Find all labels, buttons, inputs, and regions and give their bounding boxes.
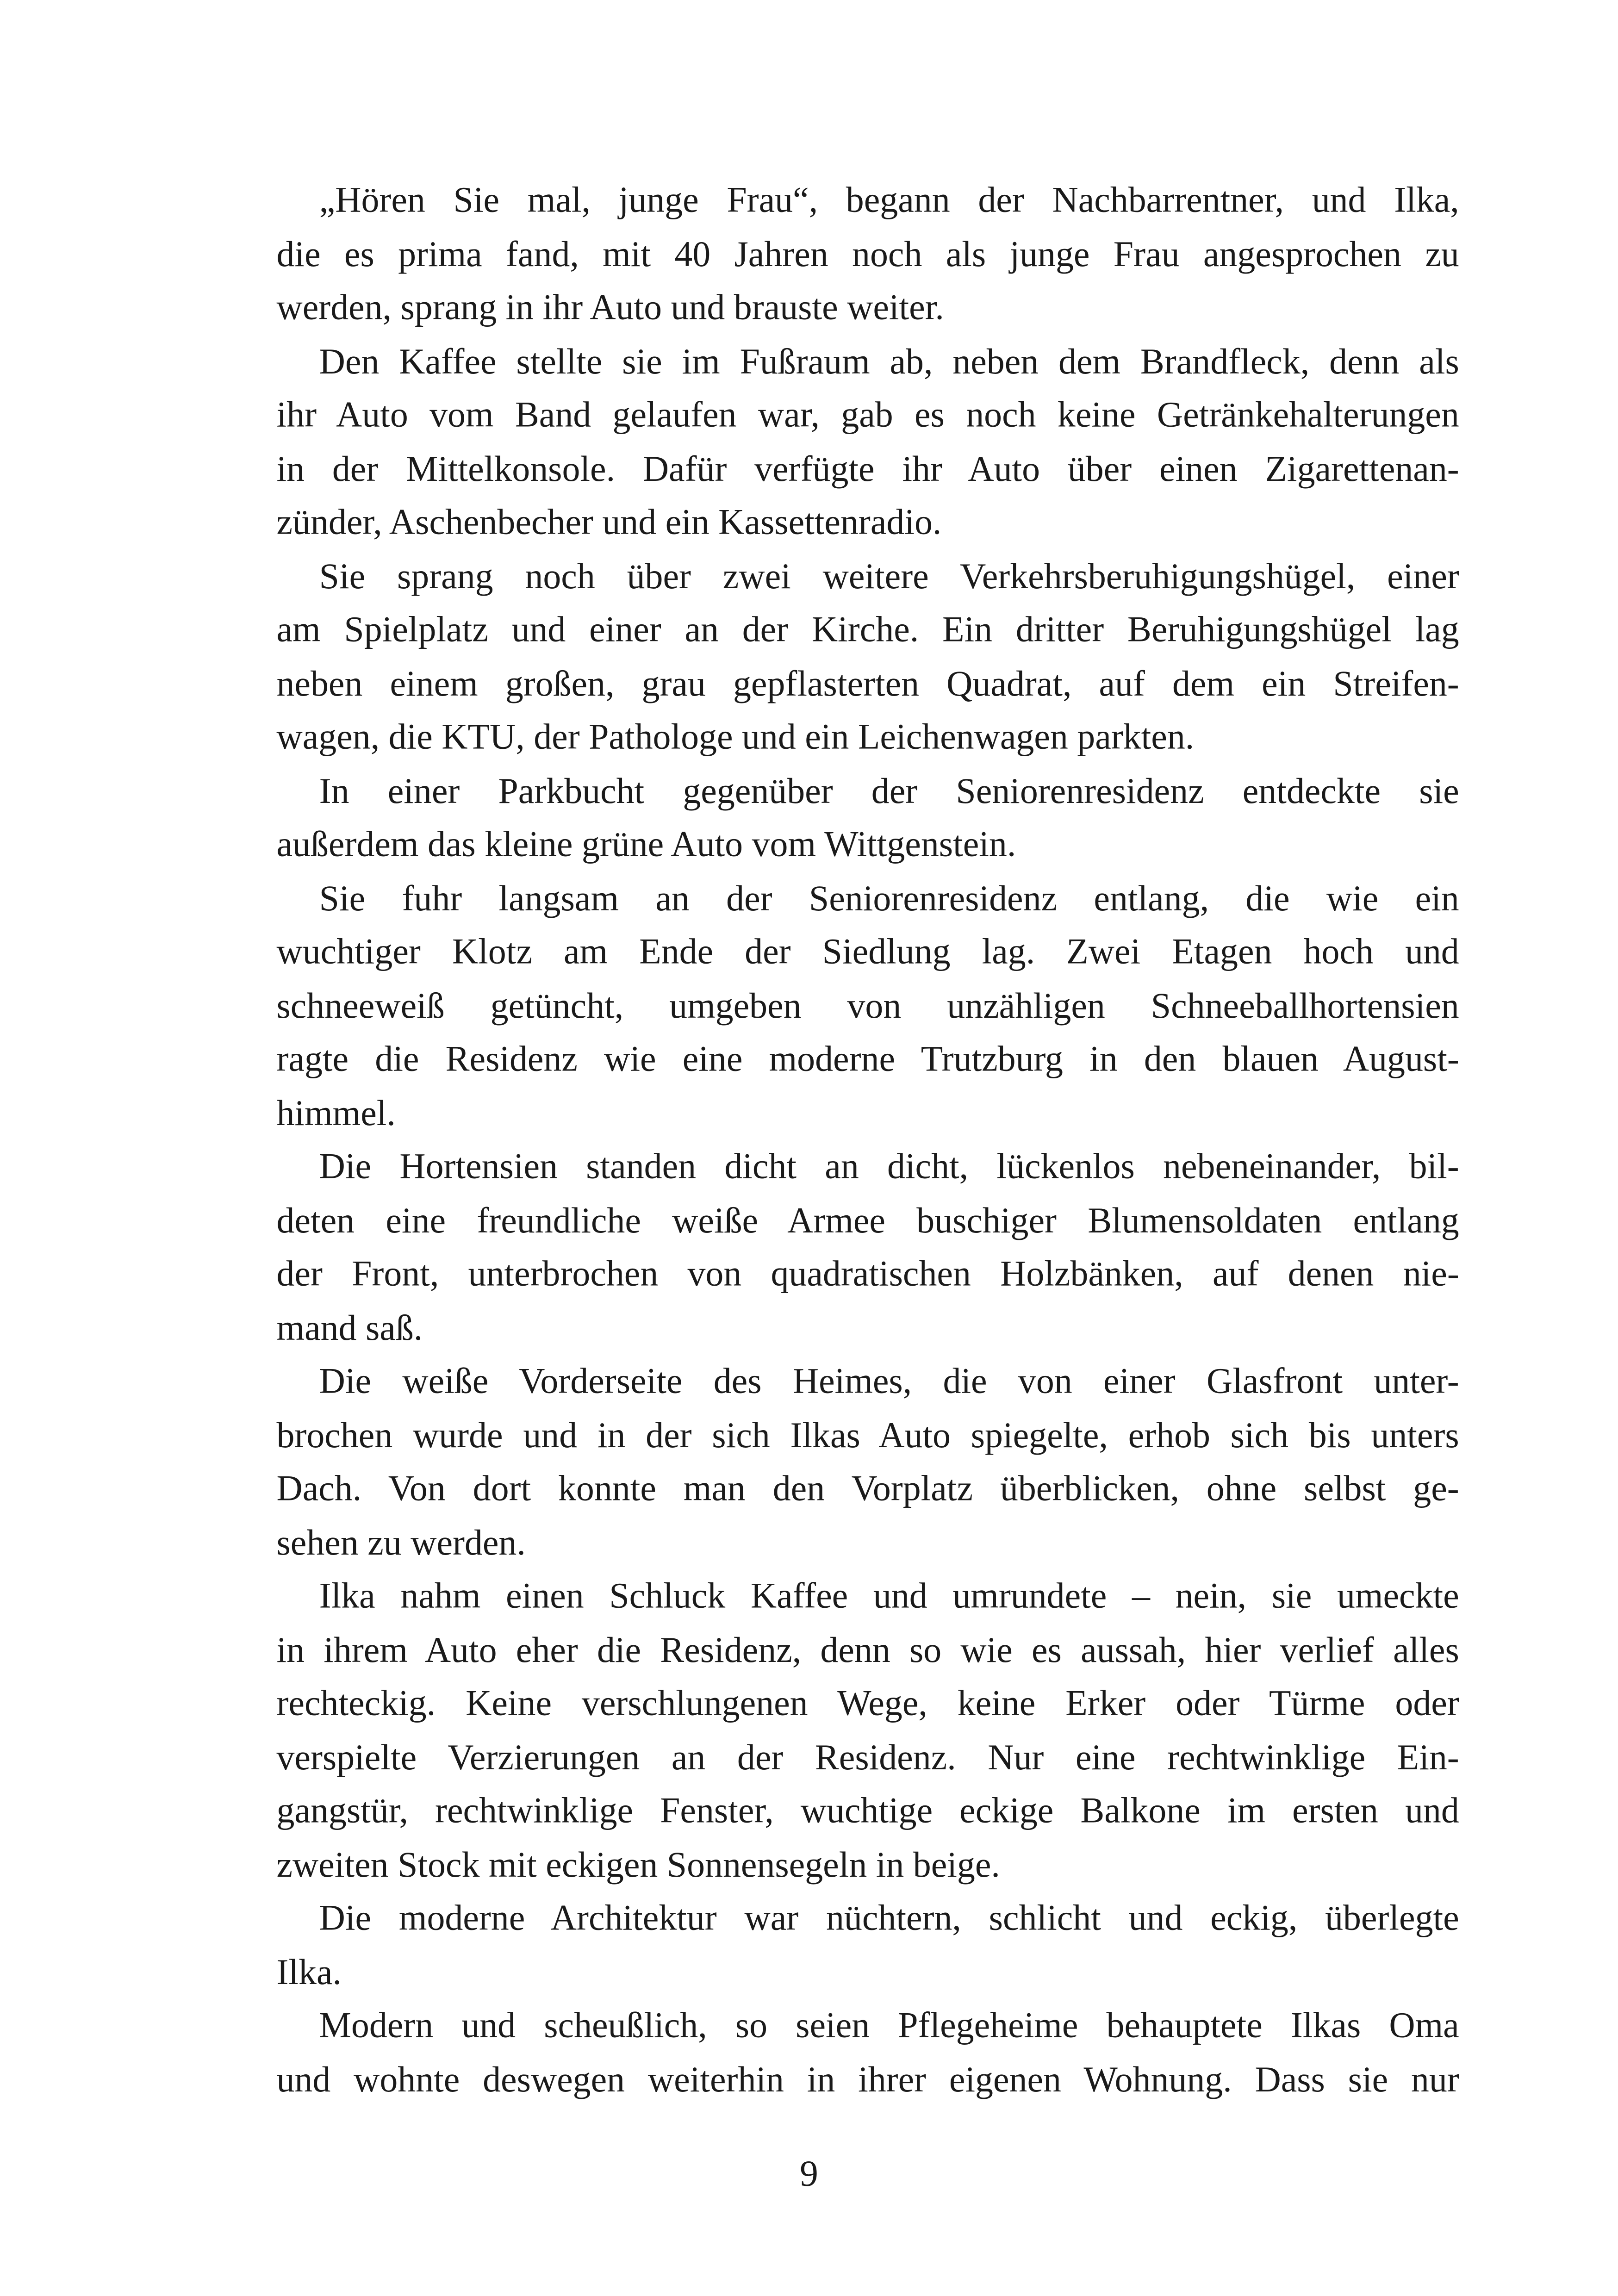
text-line: am Spielplatz und einer an der Kirche. Ein dritter Beruhigungshügel lag: [276, 610, 1459, 650]
text-line: wuchtiger Klotz am Ende der Siedlung lag. Zwei Etagen hoch und: [276, 932, 1459, 972]
text-line: Die Hortensien standen dicht an dicht, lückenlos nebeneinander, bil-: [319, 1147, 1459, 1187]
text-line: sehen zu werden.: [276, 1523, 526, 1563]
text-line: die es prima fand, mit 40 Jahren noch als junge Frau angesprochen zu: [276, 234, 1459, 274]
text-line: deten eine freundliche weiße Armee buschiger Blumensoldaten entlang: [276, 1201, 1459, 1241]
body-text: [276, 175, 1459, 2108]
text-line: In einer Parkbucht gegenüber der Seniorenresidenz entdeckte sie: [319, 771, 1459, 811]
text-line: verspielte Verzierungen an der Residenz. Nur eine rechtwinklige Ein-: [276, 1737, 1459, 1778]
text-line: ihr Auto vom Band gelaufen war, gab es noch keine Getränkehalterungen: [276, 395, 1459, 436]
text-line: brochen wurde und in der sich Ilkas Auto spiegelte, erhob sich bis unters: [276, 1415, 1459, 1456]
paragraph: [276, 1893, 1459, 2000]
text-line: ragte die Residenz wie eine moderne Trutzburg in den blauen August-: [276, 1039, 1459, 1080]
text-line: mand saß.: [276, 1308, 423, 1348]
text-line: zünder, Aschenbecher und ein Kassettenradio.: [276, 503, 942, 543]
text-line: Dach. Von dort konnte man den Vorplatz überblicken, ohne selbst ge-: [276, 1469, 1459, 1509]
text-line: in ihrem Auto eher die Residenz, denn so wie es aussah, hier verlief alles: [276, 1630, 1459, 1670]
paragraph: [276, 1141, 1459, 1356]
text-line: wagen, die KTU, der Pathologe und ein Leichenwagen parkten.: [276, 717, 1195, 758]
text-line: Den Kaffee stellte sie im Fußraum ab, neben dem Brandfleck, denn als: [319, 342, 1459, 382]
text-line: rechteckig. Keine verschlungenen Wege, keine Erker oder Türme oder: [276, 1684, 1459, 1724]
text-line: Ilka nahm einen Schluck Kaffee und umrundete – nein, sie umeckte: [319, 1576, 1459, 1617]
text-line: Die weiße Vorderseite des Heimes, die von einer Glasfront unter-: [319, 1362, 1459, 1402]
paragraph: [276, 336, 1459, 551]
paragraph: [276, 1571, 1459, 1893]
page-number: 9: [800, 2154, 818, 2195]
paragraph: [276, 175, 1459, 336]
text-line: Sie fuhr langsam an der Seniorenresidenz entlang, die wie ein: [319, 878, 1459, 919]
paragraph: [276, 2000, 1459, 2108]
text-line: Modern und scheußlich, so seien Pflegeheime behauptete Ilkas Oma: [319, 2006, 1459, 2046]
paragraph: [276, 551, 1459, 765]
paragraph: [276, 765, 1459, 873]
text-line: himmel.: [276, 1093, 396, 1133]
text-line: gangstür, rechtwinklige Fenster, wuchtige eckige Balkone im ersten und: [276, 1791, 1459, 1831]
text-line: Die moderne Architektur war nüchtern, schlicht und eckig, überlegte: [319, 1898, 1459, 1939]
text-line: der Front, unterbrochen von quadratischen Holzbänken, auf denen nie-: [276, 1254, 1459, 1294]
text-line: neben einem großen, grau gepflasterten Quadrat, auf dem ein Streifen-: [276, 664, 1459, 704]
paragraph: [276, 873, 1459, 1141]
text-line: schneeweiß getüncht, umgeben von unzähligen Schneeballhortensien: [276, 986, 1459, 1026]
text-line: Ilka.: [276, 1952, 342, 1992]
text-line: „Hören Sie mal, junge Frau“, begann der Nachbarrentner, und Ilka,: [319, 180, 1459, 221]
text-line: und wohnte deswegen weiterhin in ihrer eigenen Wohnung. Dass sie nur: [276, 2060, 1459, 2100]
text-line: Sie sprang noch über zwei weitere Verkehrsberuhigungshügel, einer: [319, 556, 1459, 597]
paragraph: [276, 1356, 1459, 1571]
text-line: werden, sprang in ihr Auto und brauste weiter.: [276, 288, 944, 328]
text-line: außerdem das kleine grüne Auto vom Wittgenstein.: [276, 825, 1016, 865]
text-line: in der Mittelkonsole. Dafür verfügte ihr Auto über einen Zigarettenan-: [276, 449, 1459, 489]
text-line: zweiten Stock mit eckigen Sonnensegeln in beige.: [276, 1845, 1000, 1885]
